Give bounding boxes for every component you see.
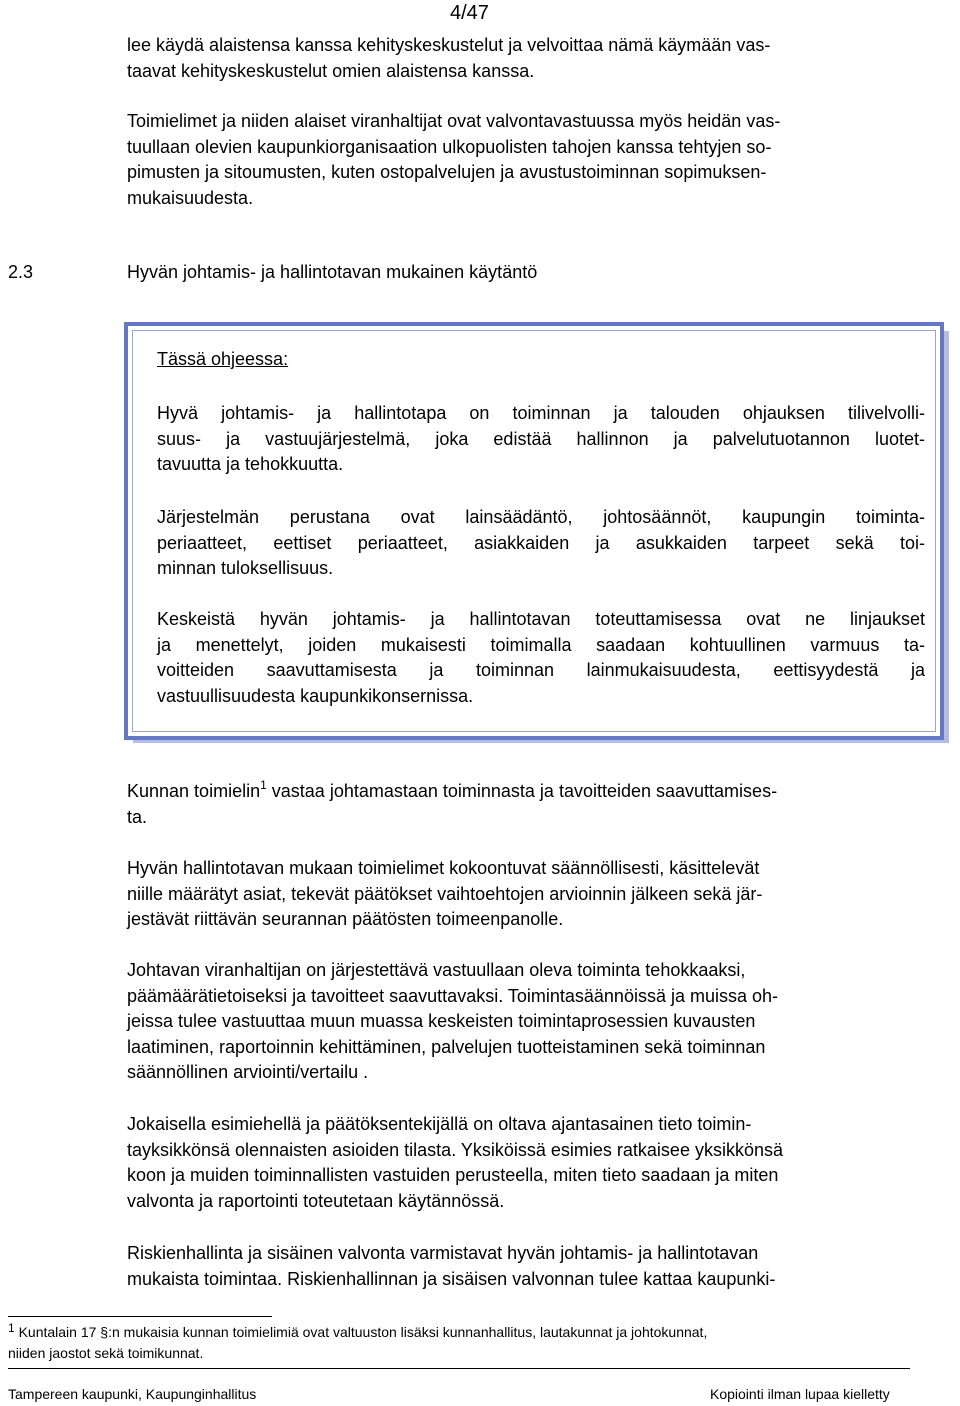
- text-line: koon ja muiden toiminnallisten vastuiden perusteella, miten tieto saadaan ja miten: [127, 1165, 779, 1185]
- text-line: [8, 1322, 707, 1343]
- text-line: suus- ja vastuujärjestelmä, joka edistää hallinnon ja palvelutuotannon luotet-: [157, 428, 925, 449]
- callout-box-title: Tässä ohjeessa:: [157, 349, 289, 369]
- section-number: 2.3: [8, 262, 34, 282]
- callout-paragraph-definition: [157, 401, 925, 478]
- text-line: päämäärätietoiseksi ja tavoitteet saavuttavaksi. Toimintasäännöissä ja muissa oh-: [127, 985, 779, 1006]
- text-line: mukaisuudesta.: [127, 187, 254, 208]
- callout-paragraph-basis: [157, 505, 925, 582]
- paragraph-leading-official: [127, 958, 937, 1086]
- text-line: niille määrätyt asiat, tekevät päätökset vaihtoehtojen arvioinnin jälkeen sekä jär-: [127, 883, 763, 904]
- text-line: tavuutta ja tehokkuutta.: [157, 454, 344, 474]
- text-line: laatiminen, raportoinnin kehittäminen, palvelujen tuotteistaminen sekä toiminnan: [127, 1036, 766, 1057]
- text-line: tayksikkönsä olennaisten asioiden tilasta. Yksiköissä esimies ratkaisee yksikkönsä: [127, 1139, 783, 1160]
- text-line: vastuullisuudesta kaupunkikonsernissa.: [157, 685, 474, 706]
- intro-paragraph: [127, 33, 937, 84]
- text-fragment: Kuntalain 17 §:n mukaisia kunnan toimielimiä ovat valtuuston lisäksi kunnanhallitus, lautakunnat ja johtokunnat,: [14, 1324, 708, 1340]
- paragraph-risk-management: [127, 1241, 937, 1292]
- footer-copyright: Kopiointi ilman lupaa kielletty: [710, 1386, 890, 1402]
- text-fragment: Kunnan toimielin: [127, 781, 261, 801]
- text-line: lee käydä alaistensa kanssa kehityskeskustelut ja velvoittaa nämä käymään vas-: [127, 35, 771, 55]
- paragraph-municipal-body: [127, 779, 937, 830]
- callout-paragraph-key-policies: [157, 607, 925, 709]
- text-line: Johtavan viranhaltijan on järjestettävä vastuullaan oleva toiminta tehokkaaksi,: [127, 960, 746, 980]
- text-line: Toimielimet ja niiden alaiset viranhaltijat ovat valvontavastuussa myös heidän vas-: [127, 111, 781, 131]
- text-line: tuullaan olevien kaupunkiorganisaation ulkopuolisten tahojen kanssa tehtyjen so-: [127, 136, 772, 157]
- text-line: jestävät riittävän seurannan päätösten toimeenpanolle.: [127, 909, 564, 929]
- text-line: ta.: [127, 806, 148, 827]
- text-line: voitteiden saavuttamisesta ja toiminnan lainmukaisuudesta, eettisyydestä ja: [157, 660, 925, 680]
- text-line: Keskeistä hyvän johtamis- ja hallintotavan toteuttamisessa ovat ne linjaukset: [157, 609, 925, 629]
- paragraph-oversight: [127, 109, 937, 211]
- text-line: taavat kehityskeskustelut omien alaistensa kanssa.: [127, 60, 535, 81]
- text-line: Jokaisella esimiehellä ja päätöksentekijällä on oltava ajantasainen tieto toimin-: [127, 1114, 752, 1134]
- text-line: Hyvä johtamis- ja hallintotapa on toiminnan ja talouden ohjauksen tilivelvolli-: [157, 403, 925, 423]
- text-line: Järjestelmän perustana ovat lainsäädäntö, johtosäännöt, kaupungin toiminta-: [157, 507, 925, 527]
- text-line: niiden jaostot sekä toimikunnat.: [8, 1345, 204, 1361]
- text-line: mukaista toimintaa. Riskienhallinnan ja sisäisen valvonnan tulee kattaa kaupunki-: [127, 1268, 776, 1289]
- text-line: ja menettelyt, joiden mukaisesti toimimalla saadaan kohtuullinen varmuus ta-: [157, 634, 925, 655]
- text-line: periaatteet, eettiset periaatteet, asiakkaiden ja asukkaiden tarpeet sekä toi-: [157, 532, 925, 553]
- footnote-separator: [8, 1316, 272, 1317]
- text-fragment: vastaa johtamastaan toiminnasta ja tavoitteiden saavuttamises-: [266, 781, 778, 801]
- footer-organization: Tampereen kaupunki, Kaupunginhallitus: [8, 1386, 257, 1402]
- section-title: Hyvän johtamis- ja hallintotavan mukainen käytäntö: [127, 262, 538, 282]
- text-line: minnan tuloksellisuus.: [157, 558, 334, 578]
- page-number: 4/47: [450, 2, 489, 24]
- footnote-marker: 1: [8, 1321, 15, 1335]
- text-line: [127, 779, 937, 805]
- footer-separator: [8, 1368, 910, 1369]
- paragraph-good-governance: [127, 856, 937, 933]
- text-line: säännöllinen arviointi/vertailu .: [127, 1062, 369, 1082]
- footnote: [8, 1322, 707, 1364]
- paragraph-supervisors: [127, 1112, 937, 1214]
- text-line: jeissa tulee vastuuttaa muun muassa keskeisten toimintaprosessien kuvausten: [127, 1011, 756, 1031]
- text-line: pimusten ja sitoumusten, kuten ostopalvelujen ja avustustoiminnan sopimuksen-: [127, 162, 767, 182]
- text-line: Hyvän hallintotavan mukaan toimielimet kokoontuvat säännöllisesti, käsittelevät: [127, 858, 760, 878]
- text-line: valvonta ja raportointi toteutetaan käytännössä.: [127, 1190, 505, 1211]
- footnote-reference: 1: [260, 778, 267, 792]
- text-line: Riskienhallinta ja sisäinen valvonta varmistavat hyvän johtamis- ja hallintotavan: [127, 1243, 759, 1263]
